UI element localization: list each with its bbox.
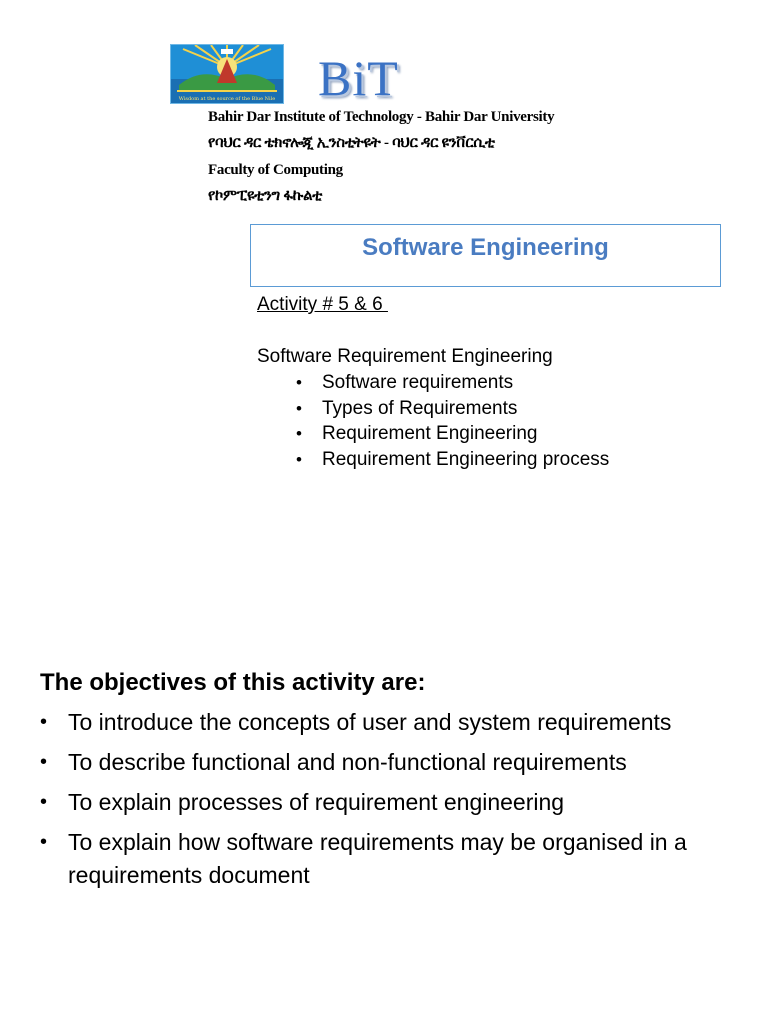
objectives-heading: The objectives of this activity are: bbox=[40, 669, 426, 696]
objectives-list bbox=[40, 706, 740, 899]
bit-wordmark: BiT bbox=[318, 50, 399, 106]
bullet-icon: • bbox=[296, 424, 302, 444]
subtopic-text: Requirement Engineering bbox=[322, 423, 538, 445]
bullet-icon: • bbox=[40, 831, 48, 853]
objective-text: To introduce the concepts of user and system requirements bbox=[68, 709, 672, 735]
subtopic-item bbox=[296, 421, 609, 447]
subtopic-text: Types of Requirements bbox=[322, 397, 518, 419]
bullet-icon: • bbox=[296, 373, 302, 392]
subtopic-text: Software requirements bbox=[322, 372, 514, 393]
subtopic-item bbox=[296, 396, 609, 422]
bullet-icon: • bbox=[40, 711, 48, 733]
institute-name-amharic: የባህር ዳር ቴክኖሎጂ ኢንስቲትዩት - ባህር ዳር ዩንቨርሲቲ bbox=[208, 135, 495, 151]
activity-topic: Software Requirement Engineering bbox=[257, 346, 553, 367]
course-title-box bbox=[250, 224, 721, 287]
objective-text: To explain how software requirements may be organised in a requirements document bbox=[68, 829, 687, 888]
bullet-icon: • bbox=[296, 398, 302, 418]
logo-motto: Wisdom at the source of the Blue Nile bbox=[178, 96, 276, 102]
faculty-name-amharic: የኮምፒዩቲንግ ፋኩልቲ bbox=[208, 188, 323, 204]
subtopic-list bbox=[296, 370, 609, 473]
subtopic-item bbox=[296, 447, 609, 473]
bullet-icon: • bbox=[40, 751, 48, 773]
objective-item bbox=[40, 786, 740, 819]
subtopic-text: Requirement Engineering process bbox=[322, 449, 610, 471]
bullet-icon: • bbox=[296, 450, 302, 470]
objective-item bbox=[40, 826, 740, 892]
subtopic-item bbox=[296, 370, 609, 396]
bullet-icon: • bbox=[40, 791, 48, 813]
objective-text: To describe functional and non-functional requirements bbox=[68, 749, 627, 775]
university-logo bbox=[170, 44, 284, 104]
institute-name-english: Bahir Dar Institute of Technology - Bahir Dar University bbox=[208, 109, 555, 125]
course-title: Software Engineering bbox=[362, 234, 609, 261]
activity-label: Activity # 5 & 6 bbox=[257, 294, 388, 315]
faculty-name-english: Faculty of Computing bbox=[208, 162, 343, 178]
emblem-graphic bbox=[171, 45, 283, 103]
objective-item bbox=[40, 706, 740, 739]
objective-item bbox=[40, 746, 740, 779]
objective-text: To explain processes of requirement engineering bbox=[68, 789, 565, 815]
